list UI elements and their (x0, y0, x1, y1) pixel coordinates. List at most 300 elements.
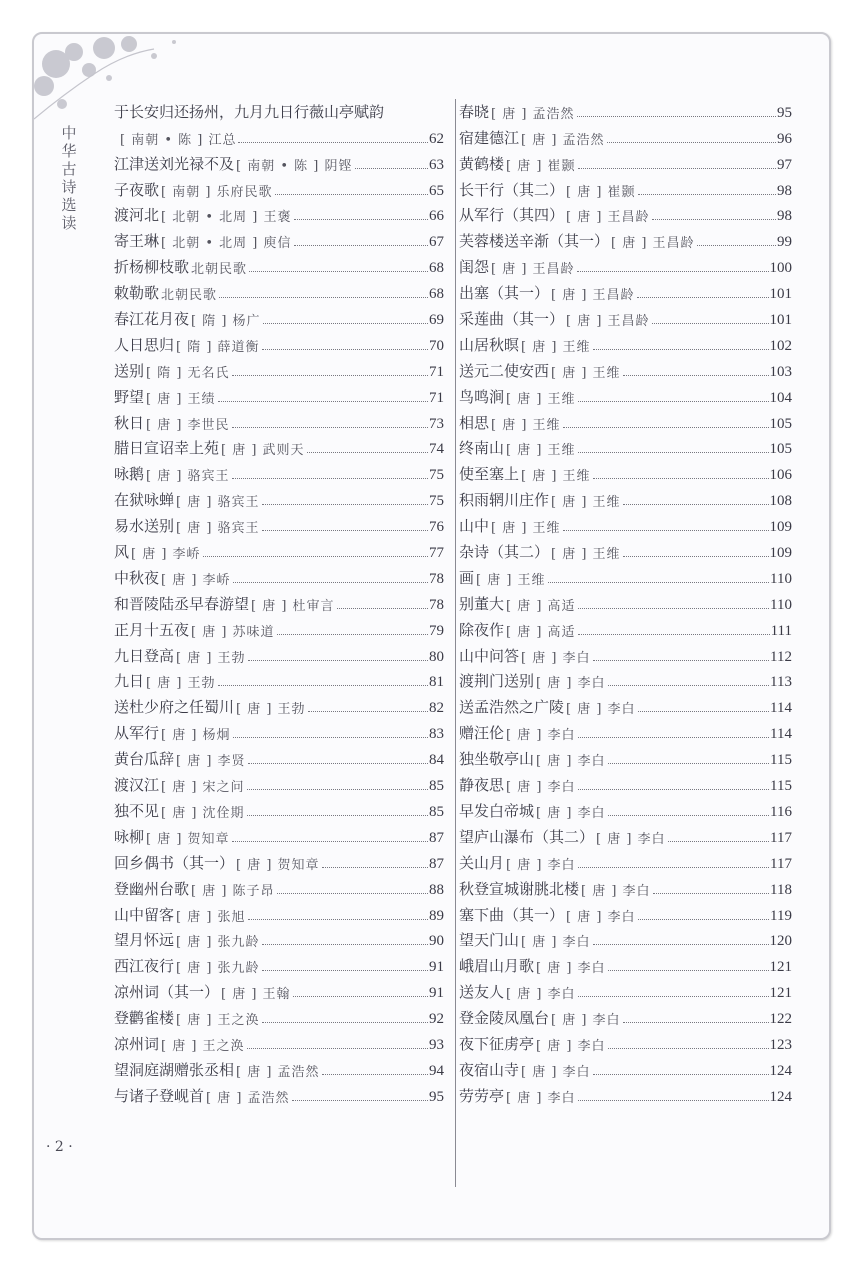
page-ref: 76 (429, 519, 444, 536)
poem-title: 凉州词 (114, 1034, 160, 1053)
page-ref: 74 (429, 441, 444, 458)
poem-title: 易水送别 (114, 517, 175, 536)
poem-author: [ 唐 ] 李贤 (176, 754, 246, 770)
page-ref: 78 (429, 570, 444, 587)
page-ref: 69 (429, 312, 444, 329)
page-ref: 95 (777, 104, 792, 121)
toc-entry[interactable] (459, 614, 792, 640)
toc-entry[interactable] (114, 1028, 444, 1054)
toc-entry[interactable] (459, 122, 792, 148)
toc-entry[interactable] (114, 950, 444, 976)
dot-leader (608, 685, 769, 686)
poem-title: 赠汪伦 (459, 724, 505, 743)
toc-entry[interactable] (459, 484, 792, 510)
dot-leader (203, 556, 428, 557)
toc-entry[interactable] (114, 717, 444, 743)
page-ref: 73 (429, 415, 444, 432)
dot-leader (593, 660, 769, 661)
page-ref: 93 (429, 1036, 444, 1053)
poem-author: [ 隋 ] 薛道衡 (176, 339, 260, 355)
toc-entry[interactable] (114, 148, 444, 174)
page-ref: 94 (429, 1062, 444, 1079)
dot-leader (623, 375, 769, 376)
toc-entry[interactable] (114, 277, 444, 303)
toc-entry[interactable] (114, 122, 444, 148)
dot-leader (577, 271, 769, 272)
dot-leader (219, 297, 428, 298)
poem-author: [ 唐 ] 张旭 (176, 909, 246, 925)
dot-leader (608, 815, 769, 816)
page-ref: 122 (769, 1011, 792, 1028)
poem-title: 早发白帝城 (459, 801, 535, 820)
poem-title: 送友人 (459, 983, 505, 1002)
page-ref: 91 (429, 985, 444, 1002)
page-ref: 70 (429, 337, 444, 354)
toc-entry[interactable] (459, 925, 792, 951)
toc-entry[interactable] (459, 562, 792, 588)
poem-author: 北朝民歌 (191, 262, 248, 278)
toc-entry[interactable] (114, 251, 444, 277)
toc-entry[interactable] (114, 795, 444, 821)
dot-leader (247, 789, 428, 790)
poem-title: 望月怀远 (114, 931, 175, 950)
dot-leader (593, 478, 769, 479)
dot-leader (262, 349, 428, 350)
poem-author: [ 唐 ] 孟浩然 (206, 1090, 290, 1106)
toc-entry[interactable] (459, 148, 792, 174)
toc-entry[interactable] (459, 873, 792, 899)
poem-author: [ 北朝 • 北周 ] 庾信 (161, 236, 292, 252)
running-title (60, 124, 78, 232)
dot-leader (578, 867, 769, 868)
page-ref: 98 (777, 182, 792, 199)
poem-author: [ 唐 ] 王维 (551, 547, 621, 563)
toc-entry[interactable] (114, 225, 444, 251)
poem-author: [ 唐 ] 王维 (551, 365, 621, 381)
toc-entry[interactable] (459, 743, 792, 769)
poem-author: [ 唐 ] 贺知章 (236, 857, 320, 873)
page-ref: 79 (429, 622, 444, 639)
dot-leader (233, 582, 428, 583)
poem-title: 宿建德江 (459, 128, 520, 147)
poem-title: 登幽州台歌 (114, 879, 190, 898)
page-ref: 89 (429, 907, 444, 924)
page-ref: 80 (429, 648, 444, 665)
toc-entry[interactable] (459, 1054, 792, 1080)
toc-entry[interactable] (114, 925, 444, 951)
toc-entry[interactable] (459, 96, 792, 122)
toc-entry[interactable] (114, 381, 444, 407)
poem-author: [ 唐 ] 杨炯 (161, 728, 231, 744)
toc-entry[interactable] (459, 795, 792, 821)
poem-author: [ 唐 ] 李白 (506, 1090, 576, 1106)
page-ref: 81 (429, 674, 444, 691)
toc-entry[interactable] (459, 1028, 792, 1054)
toc-entry[interactable] (114, 1080, 444, 1106)
dot-leader (293, 996, 428, 997)
dot-leader (652, 219, 776, 220)
page-ref: 111 (770, 622, 792, 639)
page-ref: 68 (429, 260, 444, 277)
poem-title: 九日登高 (114, 646, 175, 665)
toc-entry[interactable] (459, 458, 792, 484)
dot-leader (218, 401, 428, 402)
poem-title: 画 (459, 568, 475, 587)
poem-author: [ 唐 ] 李白 (581, 883, 651, 899)
poem-author: [ 唐 ] 苏味道 (191, 624, 275, 640)
page-ref: 97 (777, 156, 792, 173)
page-ref: 62 (429, 130, 444, 147)
page-ref: 112 (770, 648, 792, 665)
poem-author: [ 唐 ] 李白 (506, 728, 576, 744)
dot-leader (638, 919, 769, 920)
poem-title: 送别 (114, 361, 145, 380)
poem-title: 渡河北 (114, 206, 160, 225)
dot-leader (262, 944, 428, 945)
toc-entry[interactable] (114, 588, 444, 614)
toc-entry[interactable] (114, 899, 444, 925)
page-ref: 117 (770, 855, 792, 872)
poem-author: [ 唐 ] 李白 (536, 676, 606, 692)
page-ref: 105 (769, 441, 792, 458)
poem-author: [ 唐 ] 骆宾王 (146, 469, 230, 485)
poem-author: [ 唐 ] 骆宾王 (176, 521, 260, 537)
dot-leader (277, 634, 428, 635)
page-ref: 119 (770, 907, 792, 924)
toc-entry[interactable] (459, 277, 792, 303)
dot-leader (593, 944, 769, 945)
poem-title: 登金陵凤凰台 (459, 1009, 550, 1028)
page-ref: 115 (770, 778, 792, 795)
page-ref: 123 (769, 1036, 792, 1053)
dot-leader (578, 1100, 769, 1101)
poem-title: 杂诗（其二） (459, 543, 550, 562)
dot-leader (638, 711, 769, 712)
running-title-char: 中 (61, 124, 77, 142)
toc-entry[interactable] (114, 769, 444, 795)
poem-author: [ 唐 ] 李白 (521, 650, 591, 666)
toc-entry[interactable] (459, 717, 792, 743)
toc-entry[interactable] (459, 225, 792, 251)
toc-entry[interactable] (114, 458, 444, 484)
poem-author: [ 唐 ] 李白 (536, 805, 606, 821)
poem-author: [ 唐 ] 陈子昂 (191, 883, 275, 899)
toc-entry[interactable] (459, 200, 792, 226)
poem-title: 与诸子登岘首 (114, 1086, 205, 1105)
toc-entry[interactable] (459, 407, 792, 433)
page-ref: 82 (429, 700, 444, 717)
dot-leader (563, 530, 769, 531)
dot-leader (263, 323, 428, 324)
dot-leader (322, 867, 428, 868)
dot-leader (697, 245, 776, 246)
poem-author: [ 唐 ] 李白 (536, 961, 606, 977)
poem-author: [ 唐 ] 王维 (491, 521, 561, 537)
page-ref: 85 (429, 803, 444, 820)
toc-entry[interactable] (459, 381, 792, 407)
poem-author: [ 唐 ] 李白 (536, 1038, 606, 1054)
dot-leader (262, 504, 428, 505)
toc-right-column (459, 96, 792, 1106)
poem-title: 山中 (459, 517, 490, 536)
dot-leader (607, 142, 776, 143)
dot-leader (248, 660, 428, 661)
page-ref: 106 (769, 467, 792, 484)
page-ref: 91 (429, 959, 444, 976)
toc-entry[interactable] (459, 976, 792, 1002)
dot-leader (218, 685, 428, 686)
toc-entry[interactable] (114, 303, 444, 329)
toc-entry[interactable] (114, 821, 444, 847)
poem-title: 子夜歌 (114, 180, 160, 199)
toc-entry[interactable] (459, 821, 792, 847)
poem-title: 江津送刘光禄不及 (114, 154, 235, 173)
page-ref: 124 (769, 1062, 792, 1079)
poem-author: [ 唐 ] 王勃 (236, 702, 306, 718)
poem-author: [ 南朝 • 陈 ] 阴铿 (236, 158, 353, 174)
dot-leader (668, 841, 769, 842)
poem-title: 劳劳亭 (459, 1086, 505, 1105)
poem-author: [ 唐 ] 李白 (506, 987, 576, 1003)
toc-entry[interactable] (114, 614, 444, 640)
poem-author: [ 唐 ] 张九龄 (176, 935, 260, 951)
poem-author: [ 唐 ] 王翰 (221, 987, 291, 1003)
toc-entry[interactable] (114, 1002, 444, 1028)
dot-leader (247, 1048, 428, 1049)
poem-author: [ 唐 ] 高适 (506, 624, 576, 640)
dot-leader (623, 556, 769, 557)
toc-entry[interactable] (114, 200, 444, 226)
page-ref: 109 (769, 545, 792, 562)
dot-leader (232, 427, 428, 428)
dot-leader (608, 1048, 769, 1049)
dot-leader (307, 452, 428, 453)
toc-entry[interactable] (114, 1054, 444, 1080)
poem-title: 积雨辋川庄作 (459, 491, 550, 510)
page-ref: 124 (769, 1088, 792, 1105)
poem-author: [ 唐 ] 高适 (506, 598, 576, 614)
poem-title: 黄台瓜辞 (114, 750, 175, 769)
page-ref: 110 (770, 570, 792, 587)
dot-leader (578, 168, 776, 169)
poem-author: [ 唐 ] 王维 (491, 417, 561, 433)
poem-author: [ 唐 ] 宋之问 (161, 780, 245, 796)
running-title-char: 读 (61, 214, 77, 232)
poem-title: 别董大 (459, 594, 505, 613)
toc-entry[interactable] (459, 847, 792, 873)
toc-entry[interactable] (459, 433, 792, 459)
page-ref: 96 (777, 130, 792, 147)
poem-author: [ 唐 ] 李峤 (131, 547, 201, 563)
page-ref: 103 (769, 363, 792, 380)
page-ref: 65 (429, 182, 444, 199)
dot-leader (623, 1022, 769, 1023)
dot-leader (233, 737, 428, 738)
toc-entry[interactable] (114, 743, 444, 769)
toc-entry[interactable] (459, 769, 792, 795)
dot-leader (578, 401, 769, 402)
page-ref: 104 (769, 389, 792, 406)
poem-author: [ 唐 ] 孟浩然 (491, 106, 575, 122)
page-ref: 87 (429, 855, 444, 872)
toc-entry[interactable] (114, 847, 444, 873)
poem-title: 送元二使安西 (459, 361, 550, 380)
poem-author: [ 唐 ] 李白 (551, 1013, 621, 1029)
poem-author: [ 唐 ] 张九龄 (176, 961, 260, 977)
poem-author: [ 唐 ] 李白 (596, 831, 666, 847)
poem-author: [ 北朝 • 北周 ] 王褒 (161, 210, 292, 226)
dot-leader (578, 737, 769, 738)
dot-leader (578, 996, 769, 997)
page-ref: 121 (769, 959, 792, 976)
poem-title: 闺怨 (459, 258, 490, 277)
dot-leader (249, 271, 428, 272)
poem-author: [ 南朝 ] 乐府民歌 (161, 184, 273, 200)
poem-author: [ 唐 ] 王之涣 (161, 1038, 245, 1054)
page-ref: 114 (770, 726, 792, 743)
toc-entry[interactable] (459, 950, 792, 976)
poem-author: [ 唐 ] 武则天 (221, 443, 305, 459)
toc-entry[interactable] (114, 407, 444, 433)
column-divider (455, 99, 456, 1187)
poem-author: [ 唐 ] 李峤 (161, 572, 231, 588)
poem-author: [ 唐 ] 崔颢 (506, 158, 576, 174)
page-ref: 88 (429, 881, 444, 898)
poem-title: 山居秋暝 (459, 335, 520, 354)
dot-leader (308, 711, 428, 712)
toc-entry[interactable] (459, 329, 792, 355)
page-ref: 84 (429, 752, 444, 769)
running-title-char: 华 (61, 142, 77, 160)
poem-title: 终南山 (459, 439, 505, 458)
toc-entry[interactable] (459, 1002, 792, 1028)
dot-leader (653, 893, 769, 894)
poem-author: [ 唐 ] 王维 (551, 495, 621, 511)
dot-leader (637, 297, 769, 298)
toc-entry[interactable] (114, 96, 444, 122)
poem-title: 从军行（其四） (459, 206, 565, 225)
dot-leader (248, 763, 428, 764)
poem-author: 北朝民歌 (161, 288, 218, 304)
toc-entry[interactable] (459, 640, 792, 666)
dot-leader (608, 763, 769, 764)
toc-entry[interactable] (459, 510, 792, 536)
toc-entry[interactable] (114, 640, 444, 666)
poem-title: 正月十五夜 (114, 620, 190, 639)
dot-leader (355, 168, 429, 169)
poem-title: 凉州词（其一） (114, 983, 220, 1002)
toc-entry[interactable] (114, 976, 444, 1002)
dot-leader (638, 194, 776, 195)
dot-leader (563, 427, 769, 428)
page-ref: 100 (769, 260, 792, 277)
toc-entry[interactable] (459, 303, 792, 329)
poem-author: [ 唐 ] 骆宾王 (176, 495, 260, 511)
toc-entry[interactable] (114, 873, 444, 899)
page-ref: 68 (429, 286, 444, 303)
dot-leader (652, 323, 769, 324)
poem-title: 在狱咏蝉 (114, 491, 175, 510)
toc-entry[interactable] (459, 1080, 792, 1106)
poem-title: 夜下征虏亭 (459, 1034, 535, 1053)
poem-title: 敕勒歌 (114, 284, 160, 303)
toc-entry[interactable] (114, 536, 444, 562)
poem-title: 春晓 (459, 102, 490, 121)
book-page (32, 32, 831, 1240)
toc-entry[interactable] (114, 562, 444, 588)
toc-entry[interactable] (459, 666, 792, 692)
page-ref: 114 (770, 700, 792, 717)
poem-author: [ 唐 ] 孟浩然 (521, 132, 605, 148)
dot-leader (262, 1022, 428, 1023)
toc-entry[interactable] (459, 251, 792, 277)
page-ref: 71 (429, 389, 444, 406)
dot-leader (262, 970, 428, 971)
toc-entry[interactable] (114, 355, 444, 381)
poem-title: 黄鹤楼 (459, 154, 505, 173)
dot-leader (337, 608, 428, 609)
poem-title: 采莲曲（其一） (459, 310, 565, 329)
dot-leader (262, 530, 428, 531)
toc-entry[interactable] (459, 691, 792, 717)
poem-author: [ 唐 ] 王勃 (146, 676, 216, 692)
poem-title: 登鹳雀楼 (114, 1009, 175, 1028)
poem-title: 夜宿山寺 (459, 1060, 520, 1079)
poem-author: [ 唐 ] 王昌龄 (551, 288, 635, 304)
poem-author: [ 唐 ] 李白 (566, 909, 636, 925)
toc-entry[interactable] (114, 691, 444, 717)
poem-author: [ 唐 ] 李白 (536, 754, 606, 770)
toc-entry[interactable] (459, 355, 792, 381)
poem-author: [ 唐 ] 孟浩然 (236, 1064, 320, 1080)
toc-entry[interactable] (114, 666, 444, 692)
dot-leader (577, 116, 776, 117)
poem-author: [ 唐 ] 王绩 (146, 391, 216, 407)
page-ref: 78 (429, 596, 444, 613)
page-ref: 108 (769, 493, 792, 510)
dot-leader (292, 1100, 428, 1101)
page-ref: 90 (429, 933, 444, 950)
poem-author: [ 唐 ] 王维 (506, 443, 576, 459)
dot-leader (608, 970, 769, 971)
toc-entry[interactable] (114, 433, 444, 459)
poem-author: [ 唐 ] 李白 (521, 935, 591, 951)
toc-entry[interactable] (114, 329, 444, 355)
poem-title: 折杨柳枝歌 (114, 258, 190, 277)
poem-title: 和晋陵陆丞早春游望 (114, 594, 250, 613)
poem-title: 秋日 (114, 413, 145, 432)
poem-author: [ 唐 ] 王勃 (176, 650, 246, 666)
poem-author: [ 隋 ] 杨广 (191, 314, 261, 330)
toc-entry[interactable] (459, 899, 792, 925)
toc-entry[interactable] (114, 484, 444, 510)
poem-title: 中秋夜 (114, 568, 160, 587)
poem-title: 望天门山 (459, 931, 520, 950)
toc-entry[interactable] (114, 174, 444, 200)
poem-author: [ 唐 ] 王之涣 (176, 1013, 260, 1029)
toc-entry[interactable] (459, 536, 792, 562)
page-ref: 63 (429, 156, 444, 173)
toc-entry[interactable] (114, 510, 444, 536)
poem-title: 风 (114, 543, 130, 562)
poem-title: 长干行（其二） (459, 180, 565, 199)
poem-title: 相思 (459, 413, 490, 432)
poem-title: 于长安归还扬州，九月九日行薇山亭赋韵 (114, 102, 385, 121)
toc-entry[interactable] (459, 588, 792, 614)
poem-author: [ 唐 ] 王维 (506, 391, 576, 407)
toc-entry[interactable] (459, 174, 792, 200)
dot-leader (232, 478, 428, 479)
